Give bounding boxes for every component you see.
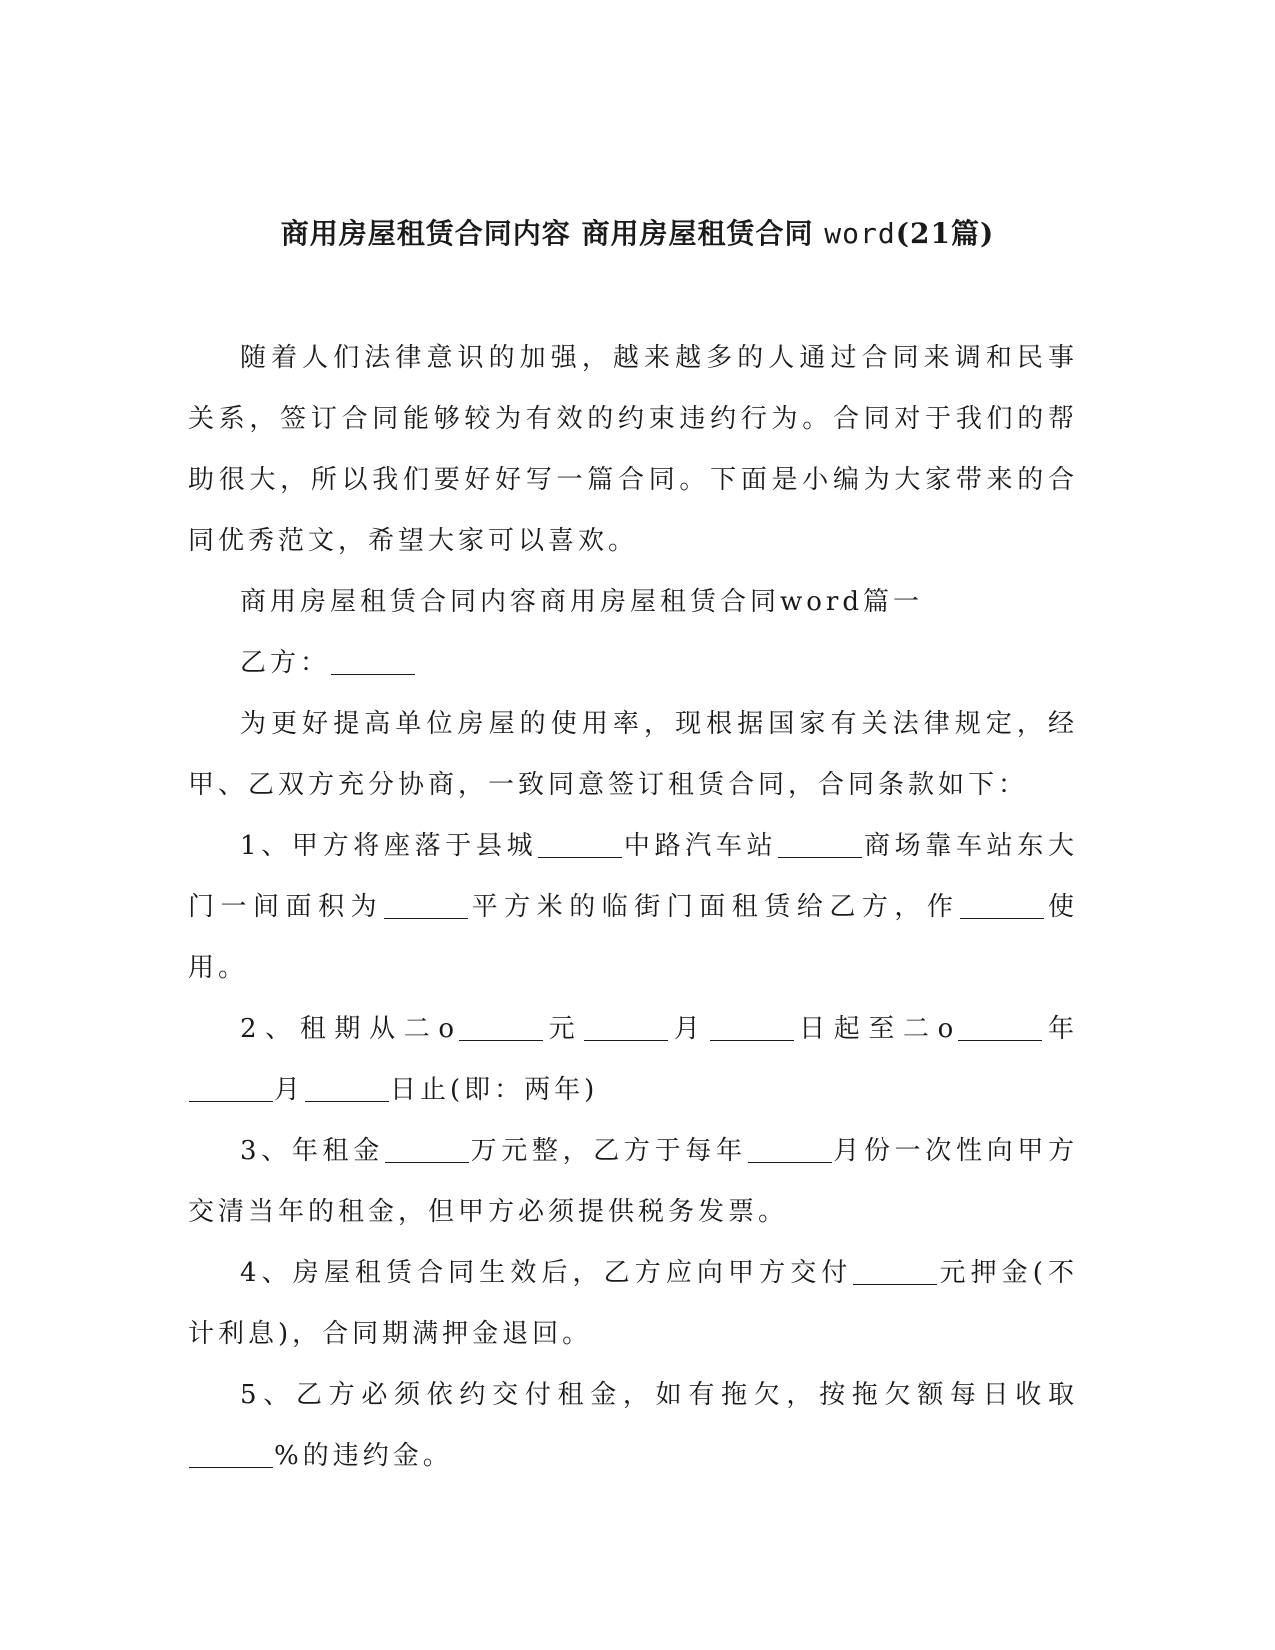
document-title: [0, 212, 1275, 252]
clause-2-text-c: 月: [669, 1014, 709, 1044]
clause-2-text-a: 2、租期从二o: [240, 1014, 458, 1044]
clause-4-text-a: 4、房屋租赁合同生效后，乙方应向甲方交付: [240, 1258, 853, 1288]
clause-2-blank-6: [305, 1075, 389, 1102]
clause-1: [188, 816, 1078, 999]
clause-4-blank-1: [853, 1258, 937, 1285]
clause-2-blank-3: [710, 1014, 794, 1041]
section-heading: 商用房屋租赁合同内容商用房屋租赁合同word篇一: [240, 587, 923, 617]
clause-2-text-f: 月: [274, 1075, 305, 1105]
clause-2-text-b: 元: [543, 1014, 584, 1044]
party-b-blank: [331, 648, 415, 675]
clause-5-blank-1: [189, 1441, 273, 1468]
clause-4-text-b: 元押金(不计利息)，合同期满押金退回。: [188, 1258, 1078, 1349]
preamble-paragraph: 为更好提高单位房屋的使用率，现根据国家有关法律规定，经甲、乙双方充分协商，一致同意签订租赁合同，合同条款如下：: [188, 709, 1078, 800]
document-body: [188, 328, 1078, 1487]
clause-1-text-b: 中路汽车站: [623, 831, 778, 861]
clause-2-blank-1: [459, 1014, 543, 1041]
clause-2-blank-2: [584, 1014, 668, 1041]
clause-1-text-e: 使用。: [188, 892, 1078, 983]
party-b-label: 乙方：: [240, 648, 331, 678]
clause-5: [188, 1365, 1078, 1487]
clause-1-blank-4: [960, 892, 1044, 919]
clause-1-text-c: 商场靠车站东大门一间面积为: [188, 831, 1078, 922]
party-b-line: [188, 633, 1078, 694]
clause-5-text-a: 5、乙方必须依约交付租金，如有拖欠，按拖欠额每日收取: [240, 1380, 1078, 1410]
clause-3-text-a: 3、年租金: [240, 1136, 384, 1166]
clause-3: [188, 1121, 1078, 1243]
title-text-cn: 商用房屋租赁合同内容 商用房屋租赁合同: [280, 217, 825, 250]
clause-3-blank-2: [748, 1136, 832, 1163]
title-text-count: (21篇): [895, 217, 995, 250]
clause-5-text-b: %的违约金。: [274, 1441, 453, 1471]
clause-2-text-e: 年: [1043, 1014, 1078, 1044]
clause-1-text-a: 1、甲方将座落于县城: [240, 831, 538, 861]
clause-2: [188, 999, 1078, 1121]
clause-2-blank-4: [958, 1014, 1042, 1041]
clause-1-text-d: 平方米的临街门面租赁给乙方，作: [469, 892, 960, 922]
clause-2-text-g: 日止(即：两年): [390, 1075, 599, 1105]
clause-1-blank-2: [778, 831, 862, 858]
clause-4: [188, 1243, 1078, 1365]
clause-3-text-c: 月份一次性向甲方交清当年的租金，但甲方必须提供税务发票。: [188, 1136, 1078, 1227]
intro-paragraph: 随着人们法律意识的加强，越来越多的人通过合同来调和民事关系，签订合同能够较为有效的约束违约行为。合同对于我们的帮助很大，所以我们要好好写一篇合同。下面是小编为大家带来的合同优秀范文，希望大家可以喜欢。: [188, 343, 1078, 556]
clause-2-text-d: 日起至二o: [794, 1014, 958, 1044]
clause-1-blank-1: [538, 831, 622, 858]
clause-1-blank-3: [384, 892, 468, 919]
title-text-latin: word: [824, 217, 896, 250]
clause-2-blank-5: [189, 1075, 273, 1102]
clause-3-text-b: 万元整，乙方于每年: [469, 1136, 747, 1166]
clause-3-blank-1: [385, 1136, 469, 1163]
